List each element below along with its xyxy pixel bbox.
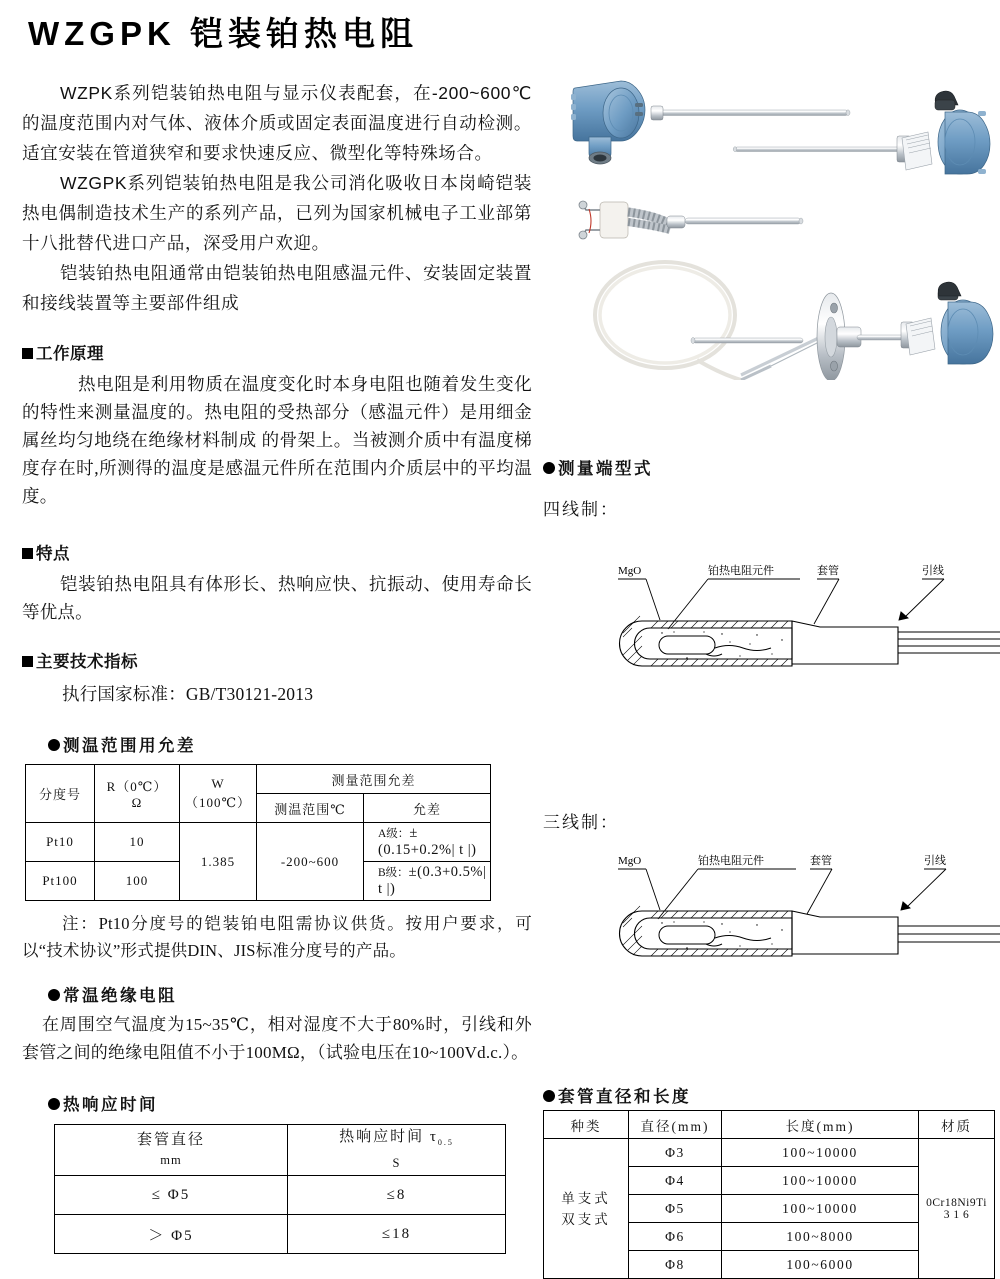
cell-r0-header-line1: R（0℃） [106, 779, 168, 794]
label-element: 铂热电阻元件 [708, 565, 774, 577]
label-sheath: 套管 [810, 855, 832, 867]
table-row [26, 823, 491, 862]
section-heading-specs-label: 主要技术指标 [36, 653, 138, 671]
label-lead: 引线 [922, 565, 944, 577]
cell-tolerance-header: 允差 [364, 794, 491, 823]
time-header-text: 热响应时间 τ [339, 1129, 438, 1145]
cell-time-header [288, 1125, 506, 1176]
subsection-heading-range-table [48, 732, 532, 756]
table-row [544, 1111, 995, 1139]
product-photo-group [545, 70, 1000, 380]
three-wire-diagram [612, 850, 1000, 972]
square-bullet-icon [22, 548, 33, 559]
subsection-heading-measuring-end-label: 测量端型式 [558, 459, 653, 478]
four-wire-label: 四线制： [543, 500, 619, 519]
tolerance-a-grade: A级： [378, 828, 410, 840]
subsection-heading-sheath-table [543, 1083, 691, 1107]
label-sheath: 套管 [817, 565, 839, 577]
page-title: WZGPK 铠装铂热电阻 [28, 15, 418, 52]
table-row [55, 1176, 506, 1215]
cell-temp-range-header: 测温范围℃ [257, 794, 364, 823]
principle-body: 热电阻是利用物质在温度变化时本身电阻也随着发生变化的特性来测量温度的。热电阻的受热部分（感温元件）是用细金属丝均匀地绕在绝缘材料制成 的骨架上。当被测介质中有温度梯度存在时,所测得的温度是感温元件所在范围内介质层中的平均温度。 [22, 374, 532, 506]
response-time-table [54, 1124, 506, 1254]
label-mgo: MgO [618, 855, 642, 867]
subsection-heading-range-table-label: 测温范围用允差 [63, 736, 196, 755]
cell-time-header-unit: S [392, 1156, 401, 1170]
square-bullet-icon [22, 656, 33, 667]
round-bullet-icon [543, 462, 555, 474]
label-mgo: MgO [618, 565, 642, 577]
specs-standard: 执行国家标准：GB/T30121-2013 [62, 684, 314, 704]
intro-paragraph-1: WZPK系列铠装铂热电阻与显示仪表配套，在-200~600℃的温度范围内对气体、液体介质或固定表面温度进行自动检测。适宜安装在管道狭窄和要求快速反应、微型化等特殊场合。 [22, 83, 532, 163]
section-heading-features-label: 特点 [36, 545, 70, 563]
cell-length-row3: 100~10000 [722, 1195, 919, 1223]
subsection-heading-measuring-end [543, 455, 653, 479]
cell-grade-pt10: Pt10 [26, 823, 95, 862]
table-row [55, 1215, 506, 1254]
cell-time-header-line1 [291, 1127, 502, 1153]
product-photo-flange-assembly [691, 282, 993, 380]
product-photo-flange-head-probe [733, 91, 990, 174]
table-row [544, 1139, 995, 1167]
cell-tolerance-b [364, 862, 491, 901]
subsection-heading-response [48, 1091, 532, 1115]
round-bullet-icon [48, 989, 60, 1001]
product-photo-coiled-cable [595, 262, 827, 380]
tolerance-b-grade: B级： [378, 867, 409, 879]
left-column [22, 78, 532, 1254]
square-bullet-icon [22, 348, 33, 359]
cell-material-line1: 0Cr18Ni9Ti [926, 1196, 987, 1209]
subsection-heading-insulation-label: 常温绝缘电阻 [63, 986, 177, 1005]
cell-diameter-row1: Φ3 [629, 1139, 722, 1167]
label-element: 铂热电阻元件 [698, 855, 764, 867]
cell-r0-pt10: 10 [95, 823, 180, 862]
cell-material-header: 材质 [919, 1111, 995, 1139]
cell-kind-value [544, 1139, 629, 1279]
cell-span-title: 测量范围允差 [257, 765, 491, 794]
cell-grade-header: 分度号 [26, 765, 95, 823]
label-lead: 引线 [924, 855, 946, 867]
cell-diameter-row2: ＞ Φ5 [55, 1215, 288, 1254]
cell-length-row1: 100~10000 [722, 1139, 919, 1167]
cell-length-row4: 100~8000 [722, 1223, 919, 1251]
cell-r0-header [95, 765, 180, 823]
cell-diameter-header-unit: mm [160, 1153, 182, 1167]
cell-diameter-row1: ≤ Φ5 [55, 1176, 288, 1215]
cell-diameter-row3: Φ5 [629, 1195, 722, 1223]
cell-tolerance-a [364, 823, 491, 862]
cell-kind-line2: 双支式 [561, 1211, 611, 1227]
tolerance-b-value: ±(0.3+0.5%| t |) [378, 864, 487, 897]
cell-temp-range-value: -200~600 [257, 823, 364, 901]
cell-diameter-row2: Φ4 [629, 1167, 722, 1195]
cell-diameter-row5: Φ8 [629, 1251, 722, 1279]
round-bullet-icon [48, 1098, 60, 1110]
product-photo-ceramic-probe [579, 201, 803, 239]
cell-w-header-line1: W [211, 776, 225, 791]
section-heading-principle [22, 340, 532, 364]
three-wire-label: 三线制： [543, 813, 619, 832]
sheath-dimension-table [543, 1110, 995, 1279]
time-header-subscript: 0.5 [437, 1138, 454, 1147]
cell-time-row2: ≤18 [288, 1215, 506, 1254]
table-row [26, 765, 491, 794]
cell-kind-header: 种类 [544, 1111, 629, 1139]
round-bullet-icon [543, 1090, 555, 1102]
cell-w-header-line2: （100℃） [184, 795, 252, 810]
cell-diameter-header [55, 1125, 288, 1176]
subsection-heading-response-label: 热响应时间 [63, 1095, 158, 1114]
cell-material-value [919, 1139, 995, 1279]
cell-w-value: 1.385 [180, 823, 257, 901]
cell-material-line2: 3 1 6 [943, 1208, 970, 1221]
section-heading-features [22, 540, 532, 564]
cell-length-header: 长度(mm) [722, 1111, 919, 1139]
features-body: 铠装铂热电阻具有体形长、热响应快、抗振动、使用寿命长等优点。 [22, 574, 532, 622]
cell-diameter-row4: Φ6 [629, 1223, 722, 1251]
cell-length-row5: 100~6000 [722, 1251, 919, 1279]
cell-diameter-header-line1: 套管直径 [136, 1132, 205, 1148]
cell-grade-pt100: Pt100 [26, 862, 95, 901]
cell-diameter-header: 直径(mm) [629, 1111, 722, 1139]
round-bullet-icon [48, 739, 60, 751]
subsection-heading-sheath-table-label: 套管直径和长度 [558, 1087, 691, 1106]
cell-r0-header-line2: Ω [131, 795, 143, 810]
range-table-note: 注：Pt10分度号的铠装铂电阻需协议供货。按用户要求，可以“技术协议”形式提供DIN、JIS标准分度号的产品。 [22, 914, 532, 960]
table-row [55, 1125, 506, 1176]
cell-kind-line1: 单支式 [561, 1190, 611, 1206]
cell-length-row2: 100~10000 [722, 1167, 919, 1195]
tolerance-a-value: ±(0.15+0.2%| t |) [378, 825, 477, 858]
four-wire-diagram [612, 560, 1000, 685]
insulation-body: 在周围空气温度为15~35℃，相对湿度不大于80%时，引线和外套管之间的绝缘电阻值不小于100MΩ，（试验电压在10~100Vd.c.）。 [22, 1015, 532, 1062]
cell-time-row1: ≤8 [288, 1176, 506, 1215]
cell-w-header [180, 765, 257, 823]
cell-r0-pt100: 100 [95, 862, 180, 901]
range-tolerance-table [25, 764, 491, 901]
section-heading-principle-label: 工作原理 [36, 345, 104, 363]
intro-paragraph-3: 铠装铂热电阻通常由铠装铂热电阻感温元件、安装固定装置和接线装置等主要部件组成 [22, 263, 532, 313]
section-heading-specs [22, 648, 532, 672]
intro-paragraph-2: WZGPK系列铠装铂热电阻是我公司消化吸收日本岗崎铠装热电偶制造技术生产的系列产品，已列为国家机械电子工业部第十八批替代进口产品，深受用户欢迎。 [22, 173, 532, 253]
subsection-heading-insulation [48, 982, 532, 1006]
